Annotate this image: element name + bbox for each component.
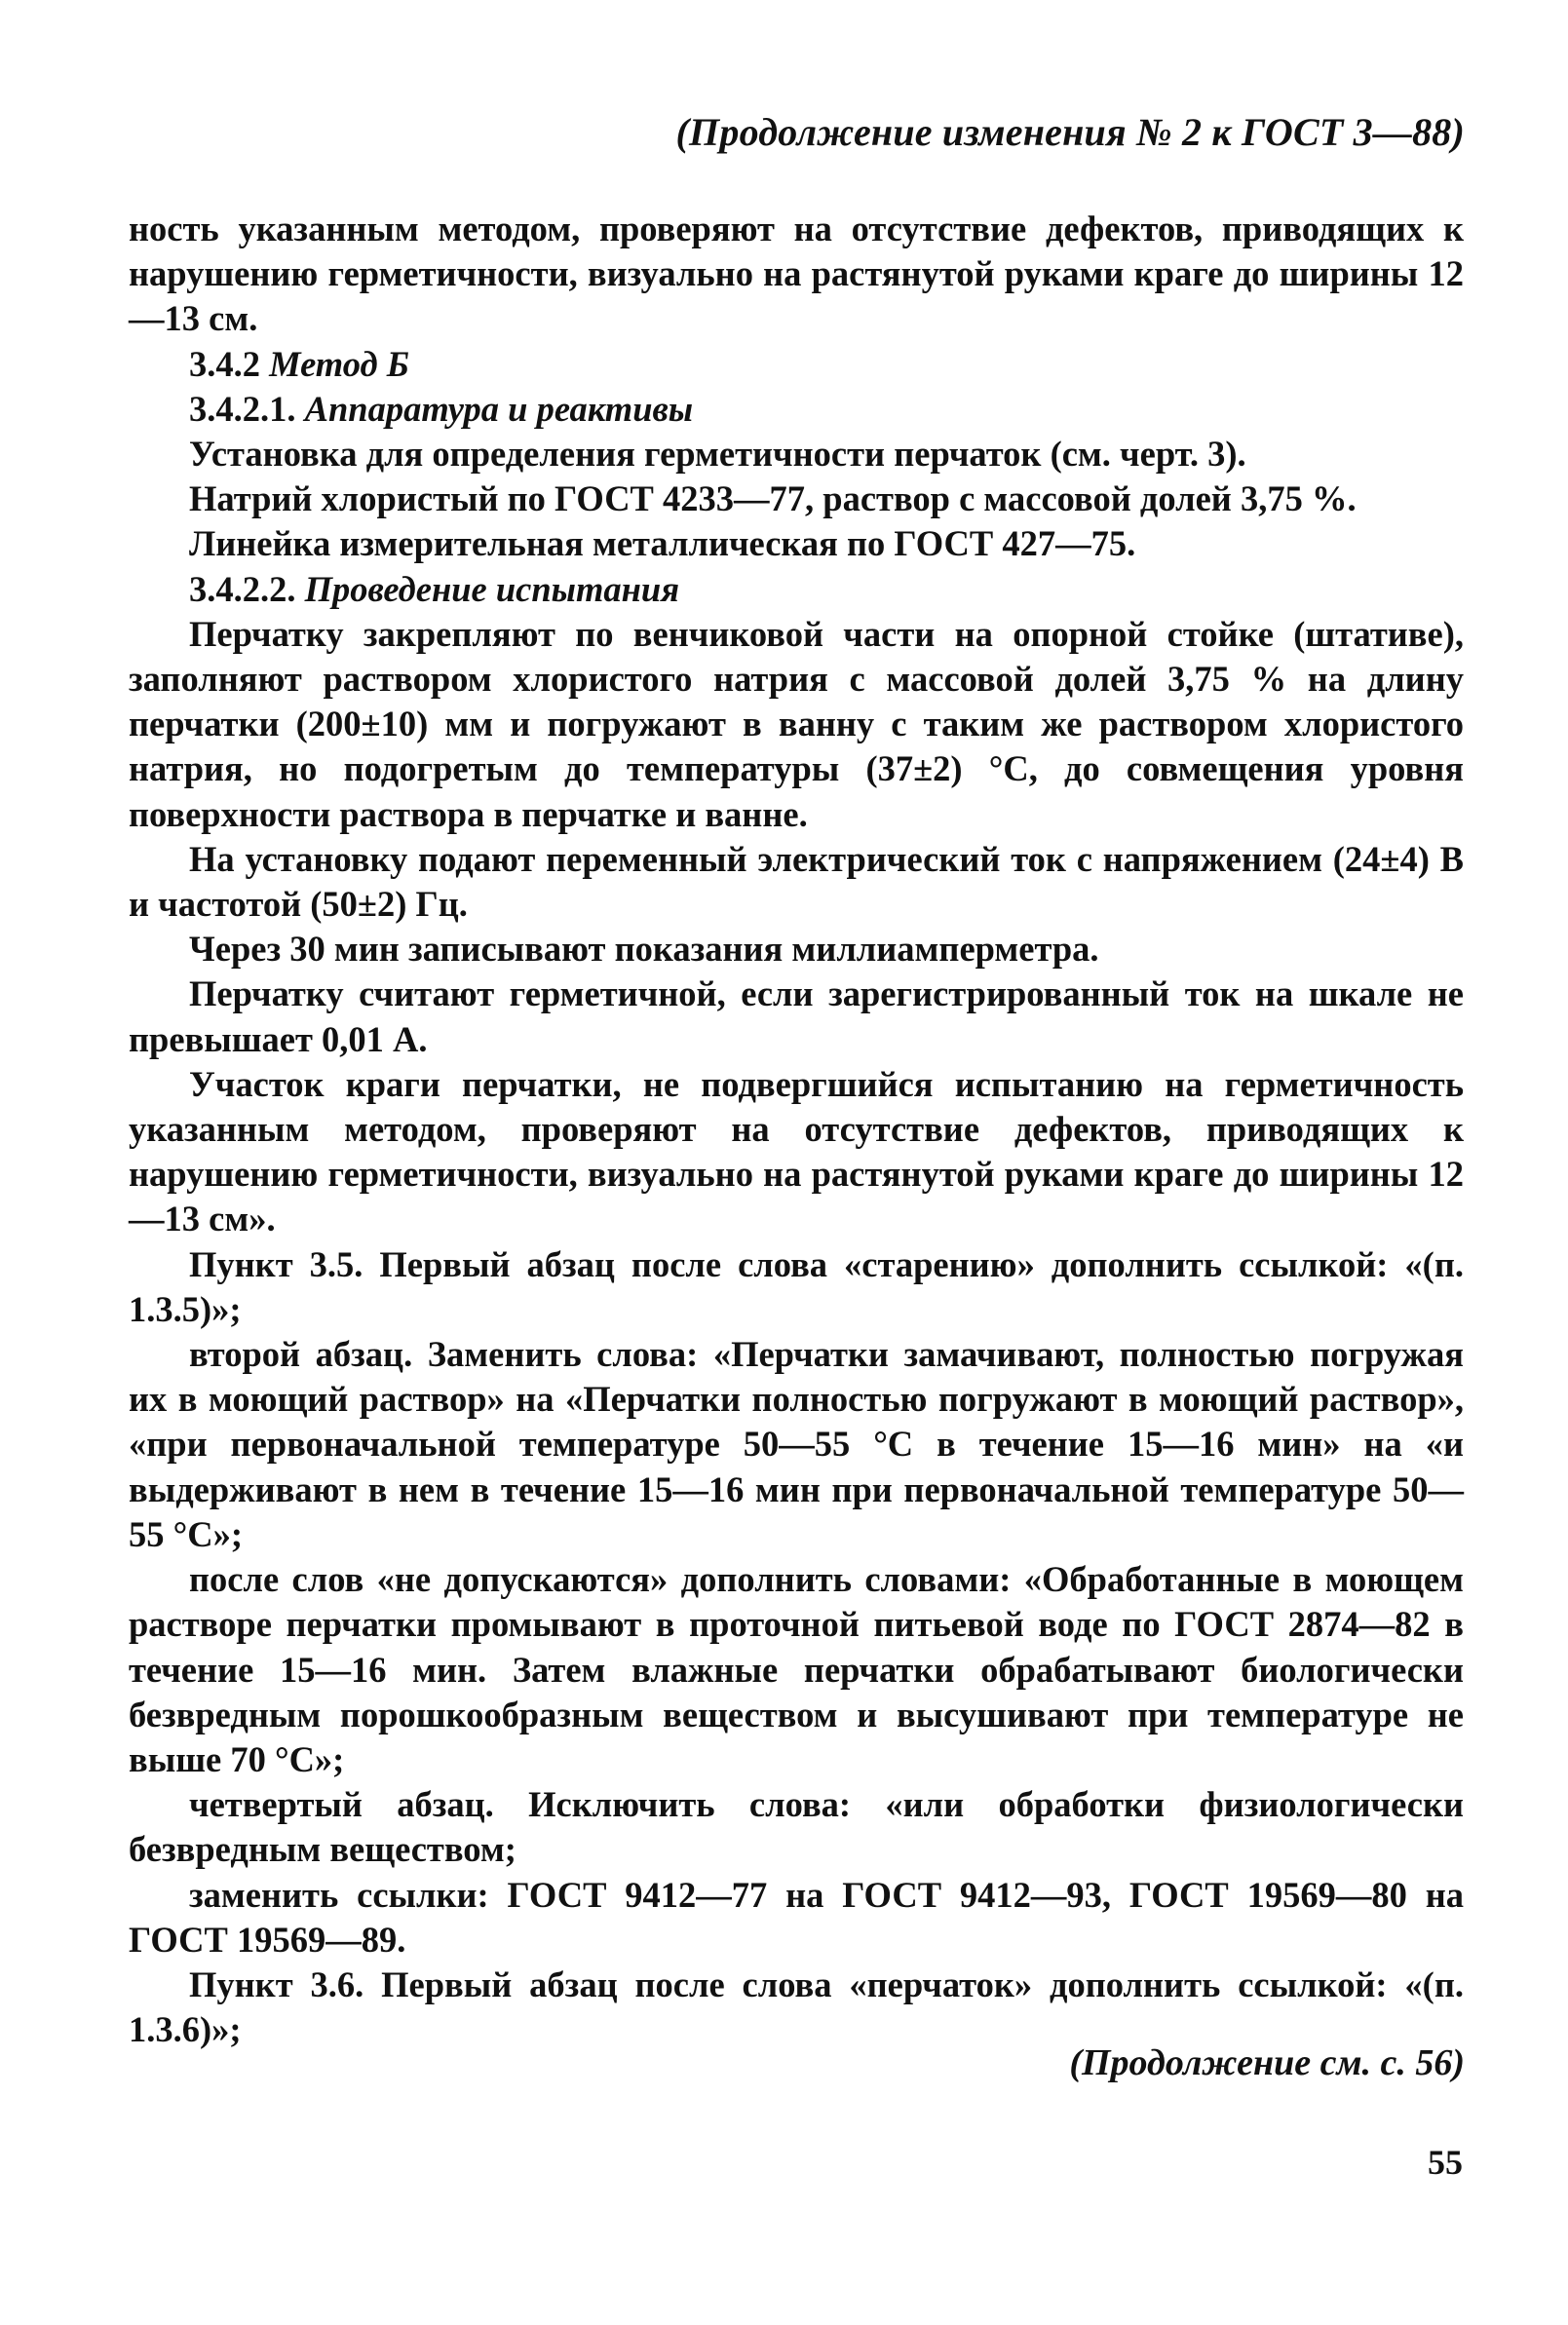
paragraph-procedure: Перчатку закрепляют по венчиковой части на опорной стойке (штативе), заполняют раствором хлористого натрия с массовой долей 3,75 % на длину перчатки (200±10) мм и погружают в ванну с таким же раствором хлористого натрия, но подогретым до температуры (37±2) °С, до совмещения уровня поверхности раствора в перчатке и ванне. [129,613,1464,834]
section-number: 3.4.2.2. [189,568,305,609]
section-title: Проведение испытания [304,568,679,609]
paragraph-second-abzac: второй абзац. Заменить слова: «Перчатки замачивают, полностью погружая их в моющий раствор» на «Перчатки полностью погружают в моющий раствор», «при первоначальной температуре 50—55 °С в течение 15—16 мин» на «и выдерживают в нем в течение 15—16 мин при первоначальной температуре 50—55 °С»; [129,1334,1464,1554]
paragraph-cuff-check: Участок краги перчатки, не подвергшийся испытанию на герметичность указанным методом, проверяют на отсутствие дефектов, приводящих к нарушению герметичности, визуально на растянутой руками краге до ширины 12—13 см». [129,1063,1464,1239]
paragraph-item-3-6: Пункт 3.6. Первый абзац после слова «перчаток» дополнить ссылкой: «(п. 1.3.6)»; [129,1963,1464,2050]
paragraph-after-words: после слов «не допускаются» дополнить словами: «Обработанные в моющем растворе перчатки промывают в проточной питьевой воде по ГОСТ 2874—82 в течение 15—16 мин. Затем влажные перчатки обрабатывают биологически безвредным порошкообразным веществом и высушивают при температуре не выше 70 °С»; [129,1559,1464,1779]
continued-note: (Продолжение см. с. 56) [1069,2042,1465,2083]
paragraph-equipment: Установка для определения герметичности перчаток (см. черт. 3). [189,434,1246,475]
paragraph-fourth-abzac: четвертый абзац. Исключить слова: «или обработки физиологически безвредным веществом; [129,1784,1464,1870]
paragraph-sodium-chloride: Натрий хлористый по ГОСТ 4233—77, раствор с массовой долей 3,75 %. [189,478,1357,519]
paragraph-current: На установку подают переменный электрический ток с напряжением (24±4) В и частотой (50±2) Гц. [129,838,1464,925]
paragraph-1: ность указанным методом, проверяют на отсутствие дефектов, приводящих к нарушению герметичности, визуально на растянутой руками краге до ширины 12—13 см. [129,209,1464,339]
paragraph-ruler: Линейка измерительная металлическая по ГОСТ 427—75. [189,523,1136,564]
section-3-4-2-2-heading [129,567,1464,612]
section-title: Метод Б [269,343,409,384]
paragraph-item-3-5: Пункт 3.5. Первый абзац после слова «старению» дополнить ссылкой: «(п. 1.3.5)»; [129,1243,1464,1329]
paragraph-readings: Через 30 мин записывают показания миллиамперметра. [189,929,1099,970]
section-number: 3.4.2 [189,343,270,384]
page-number: 55 [1428,2143,1463,2182]
section-3-4-2-1-heading [129,387,1464,432]
section-3-4-2-heading [129,342,1464,387]
body-text [129,207,1464,2052]
section-number: 3.4.2.1. [189,388,305,429]
section-title: Аппаратура и реактивы [304,388,694,429]
paragraph-criterion: Перчатку считают герметичной, если зарегистрированный ток на шкале не превышает 0,01 А. [129,973,1464,1059]
running-header: (Продолжение изменения № 2 к ГОСТ 3—88) [675,110,1465,154]
paragraph-replace-refs: заменить ссылки: ГОСТ 9412—77 на ГОСТ 9412—93, ГОСТ 19569—80 на ГОСТ 19569—89. [129,1874,1464,1960]
